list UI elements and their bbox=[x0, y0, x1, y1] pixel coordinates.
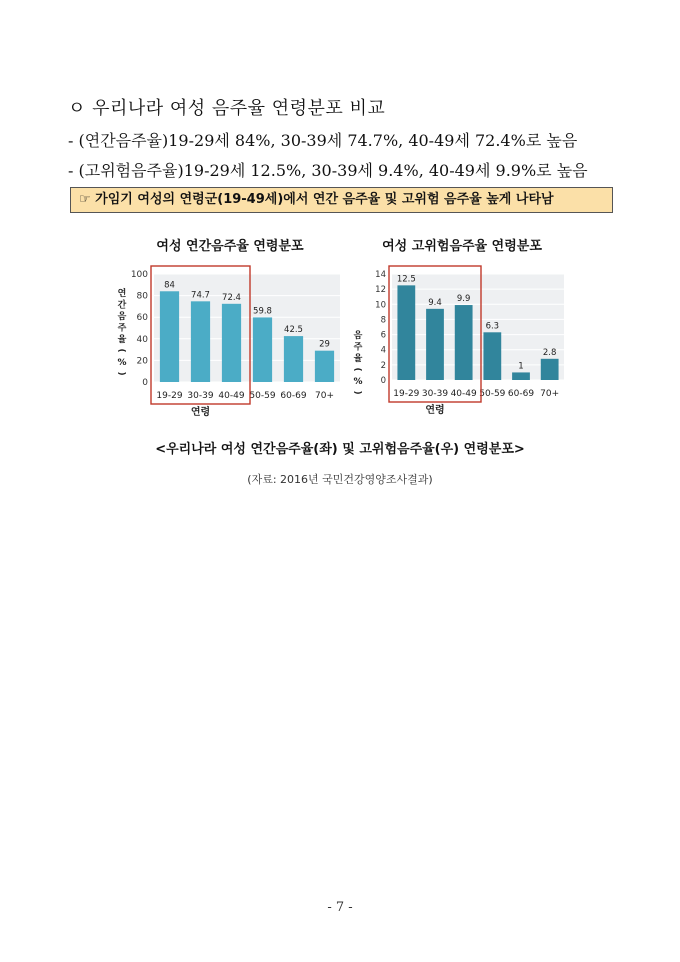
y-tick-label: 80 bbox=[136, 291, 148, 302]
x-tick-label: 50-59 bbox=[249, 391, 276, 401]
data-label: 12.5 bbox=[396, 274, 416, 285]
x-axis-title: 연령 bbox=[190, 407, 211, 418]
y-axis-title-char: % bbox=[353, 377, 363, 387]
y-axis-title-char: ) bbox=[116, 371, 126, 376]
data-label: 2.8 bbox=[542, 347, 557, 358]
high-risk-drinking-chart bbox=[350, 236, 570, 430]
data-label: 6.3 bbox=[485, 321, 500, 332]
figure-source: (자료: 2016년 국민건강영양조사결과) bbox=[247, 473, 433, 486]
data-label: 59.8 bbox=[253, 306, 272, 317]
x-tick-label: 19-29 bbox=[393, 389, 420, 399]
y-axis-title-char: 율 bbox=[117, 335, 127, 345]
y-axis-title-char: 간 bbox=[117, 300, 127, 311]
y-tick-label: 0 bbox=[142, 378, 148, 388]
bar bbox=[541, 359, 559, 380]
y-axis-title-char: ( bbox=[116, 348, 126, 353]
bar bbox=[284, 336, 303, 382]
x-tick-label: 70+ bbox=[315, 391, 334, 401]
bar bbox=[191, 301, 210, 382]
bar bbox=[512, 372, 530, 380]
y-axis-title-char: 주 bbox=[353, 342, 363, 353]
x-tick-label: 70+ bbox=[540, 389, 560, 399]
data-label: 29 bbox=[319, 339, 330, 350]
x-tick-label: 40-49 bbox=[218, 391, 245, 401]
x-tick-label: 50-59 bbox=[479, 389, 506, 399]
plot-area bbox=[392, 274, 564, 380]
bar bbox=[160, 291, 179, 382]
annual-drinking-chart bbox=[110, 236, 350, 430]
y-axis-title-char: ( bbox=[352, 367, 362, 372]
bar bbox=[253, 317, 272, 382]
y-tick-label: 10 bbox=[375, 300, 386, 311]
plot-area bbox=[154, 274, 340, 382]
bar bbox=[426, 309, 444, 380]
bar bbox=[222, 304, 241, 382]
highlight-box: ☞ 가임기 여성의 연령군(19-49세)에서 연간 음주율 및 고위험 음주율 높게 나타남 bbox=[70, 187, 613, 213]
data-label: 9.4 bbox=[428, 297, 442, 308]
data-label: 84 bbox=[164, 280, 175, 291]
page-number: - 7 - bbox=[327, 900, 353, 915]
bar bbox=[483, 332, 501, 380]
x-tick-label: 30-39 bbox=[421, 389, 449, 399]
x-axis-title: 연령 bbox=[425, 405, 445, 416]
y-axis-title-char: 음 bbox=[117, 312, 127, 322]
data-label: 72.4 bbox=[222, 292, 241, 303]
data-label: 1 bbox=[518, 361, 524, 372]
bar bbox=[397, 285, 415, 380]
y-tick-label: 14 bbox=[375, 270, 386, 280]
x-tick-label: 40-49 bbox=[450, 389, 477, 399]
y-axis-title-char: % bbox=[117, 358, 127, 368]
data-label: 42.5 bbox=[284, 325, 303, 336]
chart-title: 여성 연간음주율 연령분포 bbox=[156, 239, 304, 254]
annual-drinking-chart-svg bbox=[110, 236, 350, 426]
x-tick-label: 60-69 bbox=[507, 389, 535, 399]
x-tick-label: 19-29 bbox=[156, 391, 183, 401]
bar bbox=[455, 305, 473, 380]
y-axis-title-char: 율 bbox=[353, 354, 363, 364]
figure-caption: <우리나라 여성 연간음주율(좌) 및 고위험음주율(우) 연령분포> bbox=[155, 442, 525, 457]
bullet-high-risk-rate: - (고위험음주율)19-29세 12.5%, 30-39세 9.4%, 40-49세 9.9%로 높음 bbox=[68, 161, 588, 180]
y-axis-title-char: 음 bbox=[353, 331, 363, 341]
data-label: 9.9 bbox=[456, 294, 471, 305]
y-tick-label: 2 bbox=[380, 360, 386, 371]
y-tick-label: 60 bbox=[136, 313, 148, 324]
y-tick-label: 8 bbox=[380, 315, 386, 326]
x-tick-label: 30-39 bbox=[187, 391, 214, 401]
y-axis-title-char: 연 bbox=[117, 289, 127, 299]
y-tick-label: 6 bbox=[380, 330, 386, 341]
bar bbox=[315, 351, 334, 382]
x-tick-label: 60-69 bbox=[280, 391, 307, 401]
y-axis-title-char: ) bbox=[352, 390, 362, 395]
y-tick-label: 12 bbox=[375, 285, 386, 296]
y-axis-title-char: 주 bbox=[117, 323, 127, 334]
y-tick-label: 4 bbox=[380, 345, 386, 356]
data-label: 74.7 bbox=[191, 290, 210, 301]
y-tick-label: 0 bbox=[380, 376, 386, 386]
y-tick-label: 40 bbox=[136, 334, 148, 345]
high-risk-drinking-chart-svg bbox=[350, 236, 570, 426]
section-heading: ㅇ 우리나라 여성 음주율 연령분포 비교 bbox=[68, 98, 386, 119]
y-tick-label: 20 bbox=[136, 356, 148, 367]
y-tick-label: 100 bbox=[130, 270, 148, 280]
bullet-annual-rate: - (연간음주율)19-29세 84%, 30-39세 74.7%, 40-49세 72.4%로 높음 bbox=[68, 131, 578, 150]
chart-title: 여성 고위험음주율 연령분포 bbox=[382, 239, 542, 254]
